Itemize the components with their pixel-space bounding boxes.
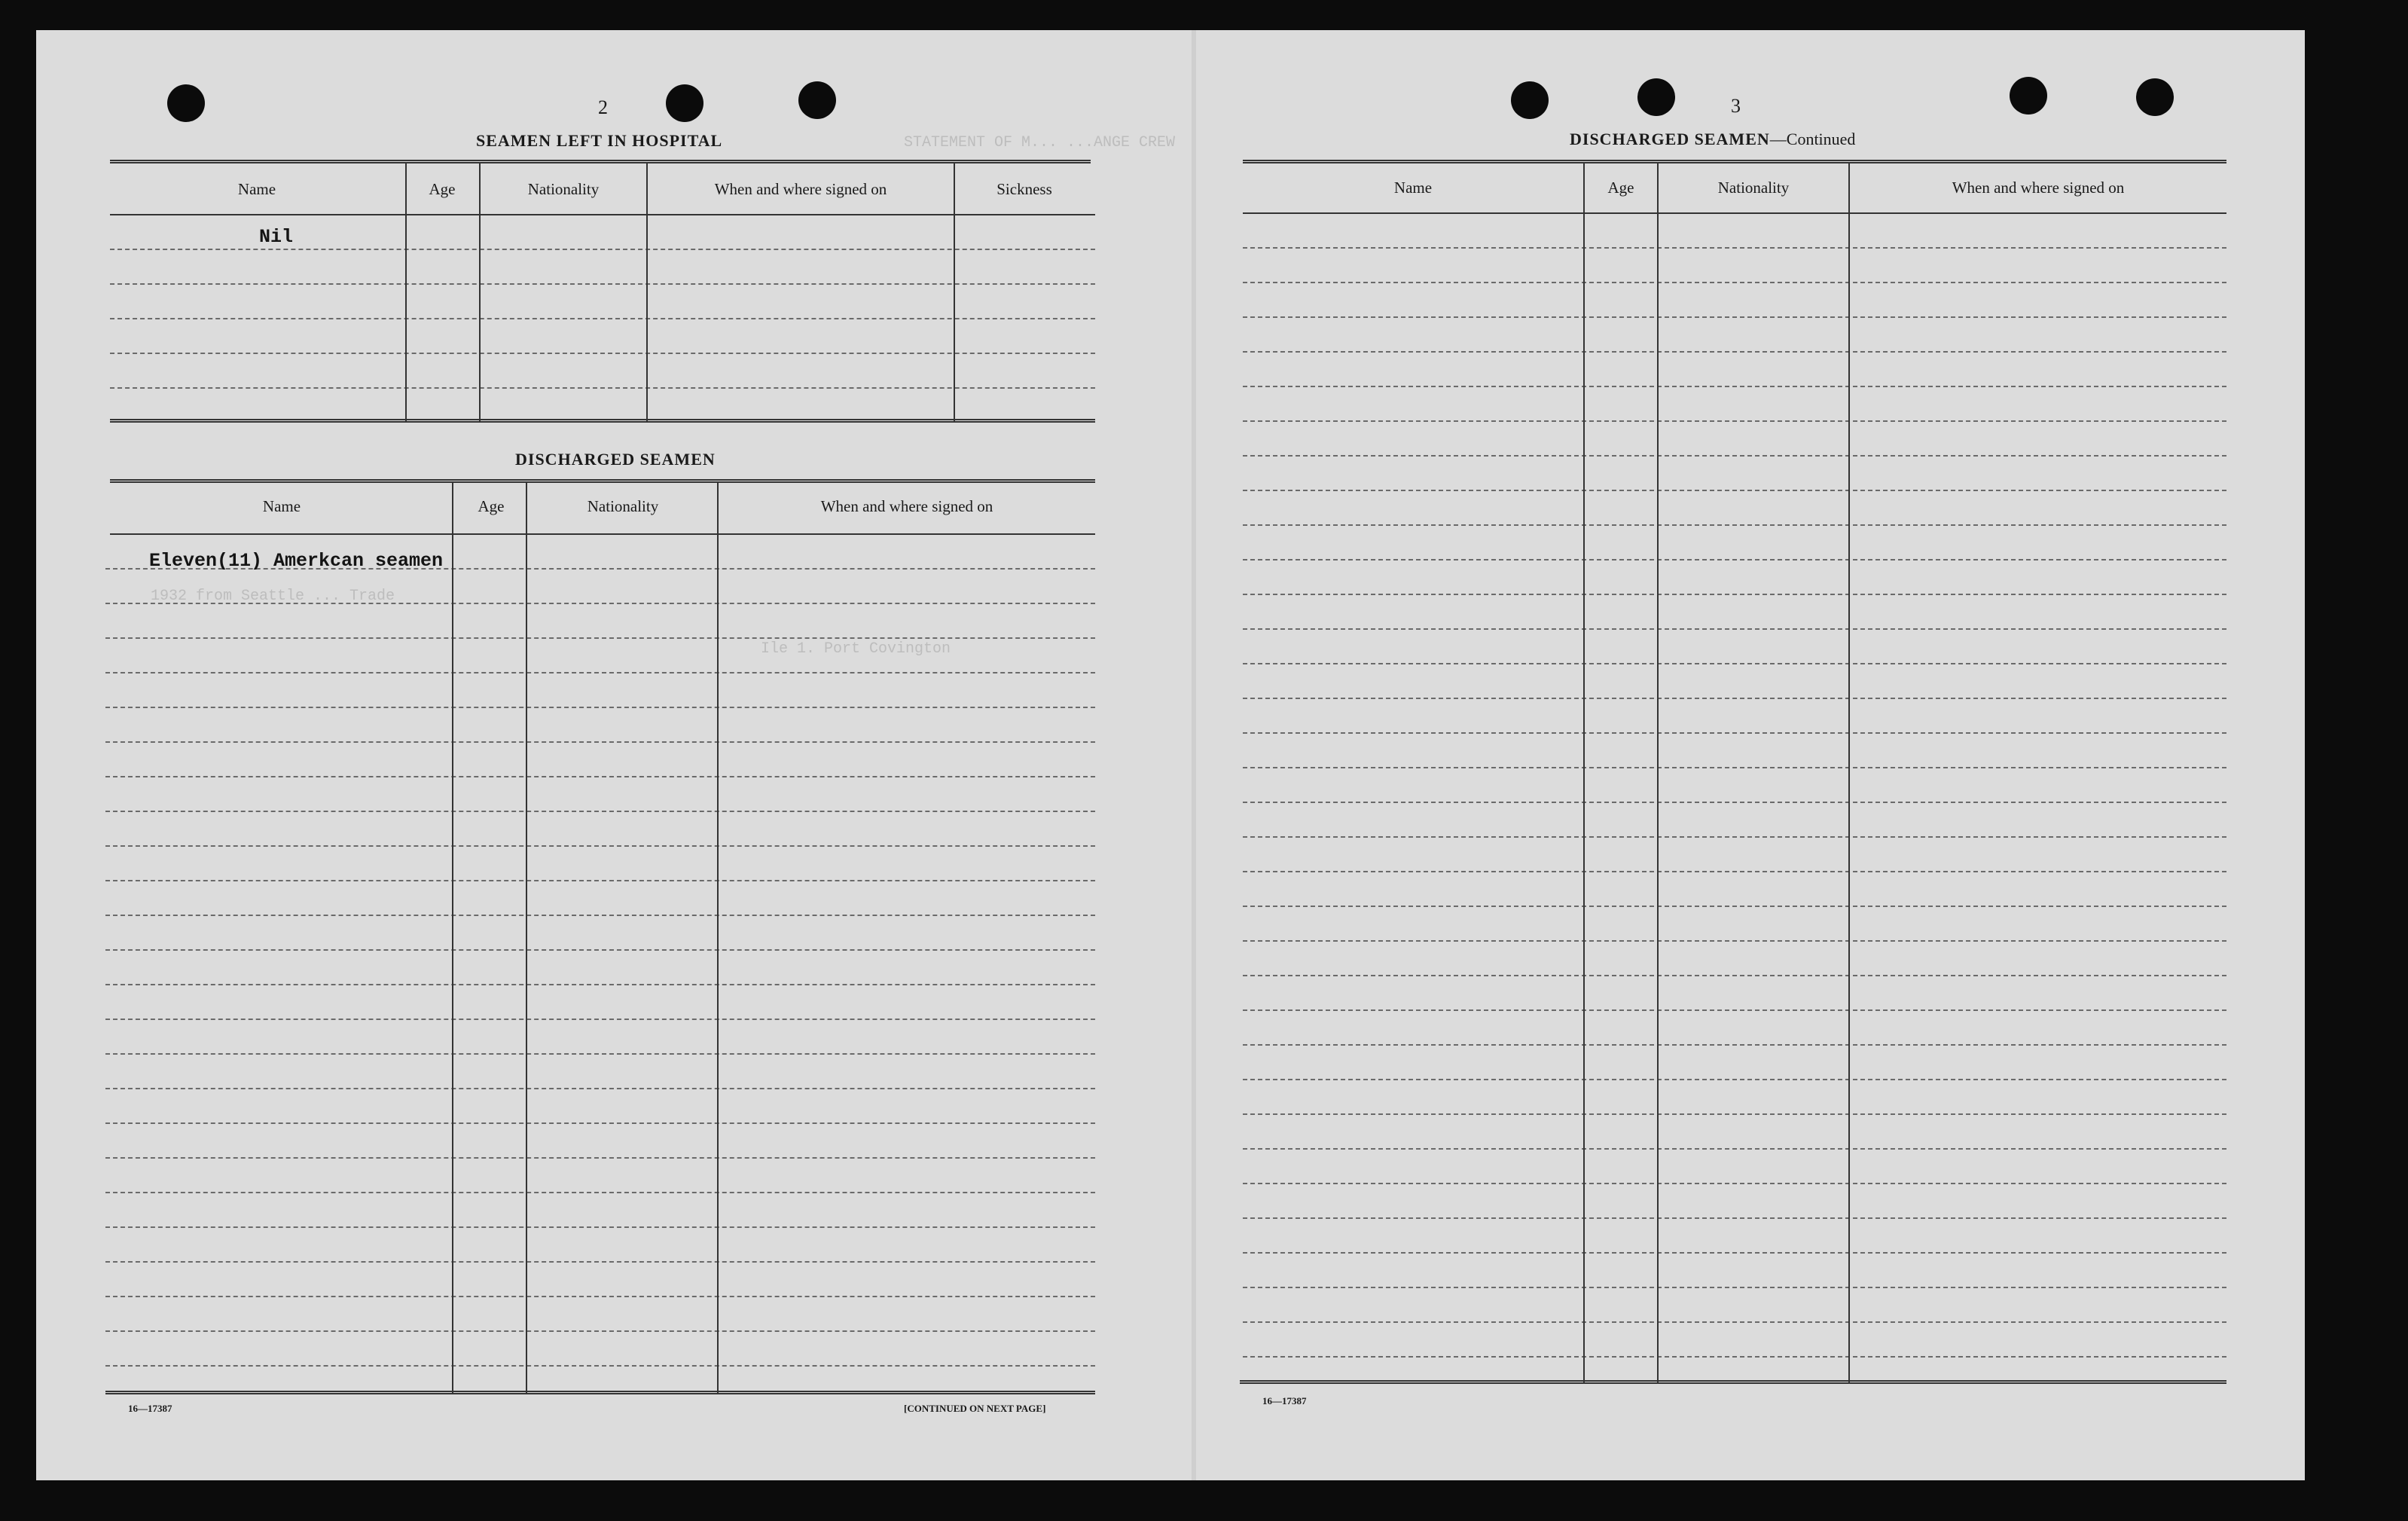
- ruled-line: [1243, 594, 2226, 595]
- ruled-line: [1243, 732, 2226, 734]
- binder-hole: [1511, 81, 1549, 119]
- ruled-line: [105, 1261, 1095, 1263]
- ruled-line: [1243, 247, 2226, 249]
- ruled-line: [1243, 906, 2226, 907]
- ruled-line: [1243, 1252, 2226, 1254]
- ruled-line: [1243, 1044, 2226, 1046]
- ruled-line: [1243, 1217, 2226, 1219]
- right-col-divider: [1583, 163, 1585, 1383]
- ruled-line: [105, 1019, 1095, 1020]
- discharged-section-title: DISCHARGED SEAMEN: [515, 450, 716, 469]
- ruled-line: [105, 1330, 1095, 1332]
- ruled-line: [105, 915, 1095, 916]
- right-header-rule: [1243, 212, 2226, 214]
- binder-hole: [666, 84, 703, 122]
- ruled-line: [1243, 455, 2226, 457]
- right-col-name: Name: [1393, 179, 1433, 197]
- ruled-line: [105, 1157, 1095, 1159]
- ruled-line: [105, 949, 1095, 951]
- ruled-line: [1243, 975, 2226, 976]
- ruled-line: [105, 811, 1095, 812]
- hospital-col-nationality: Nationality: [527, 180, 600, 198]
- hospital-entry: Nil: [259, 226, 294, 248]
- ruled-line: [105, 1122, 1095, 1124]
- discharged-col-nationality: Nationality: [587, 497, 659, 515]
- hospital-col-name: Name: [237, 180, 276, 198]
- hospital-row-line: [110, 283, 1095, 285]
- page-number-left: 2: [598, 96, 608, 118]
- ruled-line: [1243, 802, 2226, 803]
- hospital-header-rule: [110, 214, 1095, 215]
- ruled-line: [105, 880, 1095, 881]
- bleed-through-text: Ile 1. Port Covington: [761, 640, 951, 658]
- page-number-right: 3: [1731, 95, 1741, 117]
- discharged-col-age: Age: [478, 497, 505, 515]
- ruled-line: [1243, 282, 2226, 283]
- binder-hole: [1637, 78, 1675, 116]
- discharged-col-signed-on: When and where signed on: [820, 497, 993, 515]
- discharged-top-rule: [110, 479, 1095, 483]
- ruled-line: [1243, 1356, 2226, 1358]
- ruled-line: [1243, 767, 2226, 768]
- ruled-line: [1243, 1183, 2226, 1184]
- ruled-line: [1243, 836, 2226, 838]
- ruled-line: [1243, 316, 2226, 318]
- hospital-top-rule: [110, 160, 1091, 163]
- ruled-line: [1243, 1113, 2226, 1115]
- right-col-age: Age: [1607, 179, 1634, 197]
- hospital-col-divider: [954, 163, 955, 422]
- hospital-col-age: Age: [429, 180, 456, 198]
- discharged-entry: Eleven(11) Amerkcan seamen: [149, 550, 444, 572]
- hospital-row-line: [110, 387, 1095, 389]
- right-col-nationality: Nationality: [1717, 179, 1790, 197]
- ruled-line: [1243, 490, 2226, 491]
- footer-code-left: 16—17387: [128, 1403, 172, 1414]
- page-gutter: [1192, 30, 1196, 1480]
- discharged-col-divider: [717, 482, 719, 1394]
- ruled-line: [105, 984, 1095, 985]
- ruled-line: [1243, 1321, 2226, 1323]
- ruled-line: [1243, 940, 2226, 942]
- binder-hole: [2136, 78, 2174, 116]
- discharged-header-rule: [110, 533, 1095, 535]
- ruled-line: [105, 1088, 1095, 1089]
- ruled-line: [1243, 698, 2226, 699]
- ruled-line: [1243, 1079, 2226, 1080]
- right-top-rule: [1243, 160, 2226, 163]
- discharged-bottom-rule: [105, 1391, 1095, 1394]
- hospital-col-divider: [646, 163, 648, 422]
- ruled-line: [105, 1053, 1095, 1055]
- ruled-line: [105, 1296, 1095, 1297]
- hospital-row-line: [110, 353, 1095, 354]
- ruled-line: [1243, 559, 2226, 560]
- ruled-line: [1243, 420, 2226, 422]
- hospital-section-title: SEAMEN LEFT IN HOSPITAL: [476, 131, 723, 150]
- hospital-col-sickness: Sickness: [996, 180, 1052, 198]
- ruled-line: [105, 776, 1095, 777]
- ruled-line: [105, 1192, 1095, 1193]
- hospital-col-divider: [405, 163, 407, 422]
- footer-continued: [CONTINUED ON NEXT PAGE]: [904, 1403, 1046, 1414]
- hospital-col-divider: [479, 163, 481, 422]
- ruled-line: [105, 741, 1095, 743]
- discharged-col-name: Name: [262, 497, 301, 515]
- ruled-line: [1243, 628, 2226, 630]
- hospital-row-line: [110, 249, 1095, 250]
- right-col-signed-on: When and where signed on: [1952, 179, 2125, 197]
- hospital-row-line: [110, 318, 1095, 319]
- ruled-line: [1243, 386, 2226, 387]
- hospital-bottom-rule: [110, 419, 1095, 423]
- discharged-col-divider: [452, 482, 453, 1394]
- ruled-line: [105, 1226, 1095, 1228]
- ruled-line: [1243, 351, 2226, 353]
- right-col-divider: [1657, 163, 1659, 1383]
- ruled-line: [105, 707, 1095, 708]
- ruled-line: [1243, 1148, 2226, 1150]
- ruled-line: [105, 637, 1095, 639]
- footer-code-right: 16—17387: [1262, 1395, 1307, 1406]
- hospital-col-signed-on: When and where signed on: [714, 180, 887, 198]
- ruled-line: [1243, 871, 2226, 872]
- ruled-line: [1243, 663, 2226, 664]
- discharged-continued-title-main: DISCHARGED SEAMEN: [1570, 130, 1770, 148]
- right-col-divider: [1848, 163, 1850, 1383]
- binder-hole: [167, 84, 205, 122]
- bleed-through-text: STATEMENT OF M... ...ANGE CREW: [904, 134, 1176, 151]
- discharged-col-divider: [526, 482, 527, 1394]
- right-bottom-rule: [1240, 1380, 2226, 1384]
- binder-hole: [798, 81, 836, 119]
- bleed-through-text: 1932 from Seattle ... Trade: [151, 588, 395, 605]
- ruled-line: [105, 672, 1095, 673]
- ruled-line: [1243, 1287, 2226, 1288]
- discharged-continued-title: [1570, 130, 1855, 149]
- ruled-line: [1243, 1009, 2226, 1011]
- discharged-continued-suffix: —Continued: [1769, 130, 1856, 148]
- ruled-line: [1243, 524, 2226, 526]
- ruled-line: [105, 1365, 1095, 1367]
- binder-hole: [2010, 77, 2047, 115]
- ruled-line: [105, 845, 1095, 847]
